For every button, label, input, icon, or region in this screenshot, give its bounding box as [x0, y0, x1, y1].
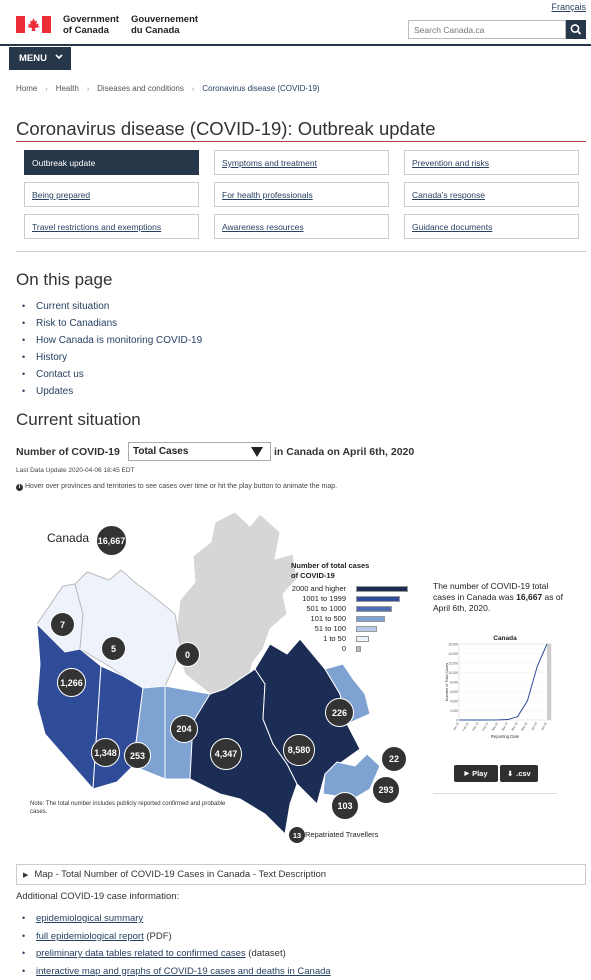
badge-qc[interactable]: 8,580	[283, 734, 315, 766]
search-input[interactable]	[408, 20, 566, 39]
current-situation-heading: Current situation	[16, 410, 141, 429]
breadcrumb	[16, 84, 320, 93]
chevron-right-icon: ›	[86, 86, 90, 93]
link-updates[interactable]: Updates	[36, 386, 74, 397]
y-tick-label: 4,000	[450, 699, 458, 704]
y-axis-label: Number of Total Cases	[445, 662, 449, 702]
number-of-label: Number of COVID-19	[16, 446, 120, 458]
details-summary: Map - Total Number of COVID-19 Cases in Canada - Text Description	[34, 869, 327, 880]
legend-title	[291, 561, 369, 581]
chart-title: Canada	[493, 635, 517, 642]
link-suffix: (dataset)	[245, 948, 286, 959]
link-history[interactable]: History	[36, 352, 68, 363]
play-icon: ▶	[464, 771, 470, 777]
list-item	[22, 383, 202, 400]
side-text-2: as of April 6th, 2020.	[433, 592, 563, 613]
x-axis-label: Reporting Date	[490, 734, 520, 739]
link-interactive-map[interactable]: interactive map and graphs of COVID-19 cases and deaths in Canada	[36, 965, 331, 977]
hover-note	[16, 483, 337, 491]
breadcrumb-health[interactable]: Health	[55, 84, 79, 93]
link-epi-summary[interactable]: epidemiological summary	[36, 913, 144, 924]
gov-en-line2: of Canada	[63, 24, 109, 36]
badge-on[interactable]: 4,347	[210, 738, 242, 770]
menu-label: MENU	[19, 53, 47, 64]
menu-button[interactable]	[9, 47, 71, 70]
y-tick-label: 0	[456, 718, 458, 723]
x-tick-label: Apr 02	[530, 721, 539, 732]
triangle-right-icon: ▶	[23, 872, 29, 879]
map-note: Note: The total number includes publicly reported confirmed and probable cases.	[30, 801, 226, 815]
badge-nb[interactable]: 103	[331, 792, 359, 820]
badge-nwt[interactable]: 5	[101, 636, 126, 661]
chevron-right-icon: ›	[191, 86, 195, 93]
list-item	[22, 298, 202, 315]
y-tick-label: 2,000	[450, 709, 458, 713]
tile-label: Travel restrictions and exemptions	[32, 222, 162, 232]
legend-label: 0	[341, 644, 346, 653]
link-data-tables[interactable]: preliminary data tables related to confirmed cases	[36, 948, 246, 959]
badge-yukon[interactable]: 7	[50, 612, 75, 637]
badge-sk[interactable]: 253	[124, 742, 151, 769]
side-divider	[433, 793, 557, 794]
play-button[interactable]	[454, 765, 498, 782]
additional-heading: Additional COVID-19 case information:	[16, 891, 180, 902]
metric-selected-value: Total Cases	[133, 446, 189, 457]
legend-label: 2000 and higher	[291, 584, 346, 593]
list-item	[22, 366, 202, 383]
badge-pei[interactable]: 22	[381, 746, 407, 772]
language-toggle-link[interactable]: Français	[551, 2, 586, 12]
x-tick-label: Mar 18	[510, 721, 519, 732]
repatriated-label: Repatriated Travellers	[305, 830, 379, 839]
badge-ns[interactable]: 293	[372, 776, 400, 804]
list-item	[22, 945, 331, 963]
legend-title-1: Number of total cases	[291, 561, 370, 570]
x-tick-label: Feb 22	[481, 721, 490, 732]
y-tick-label: 8,000	[450, 680, 458, 685]
tile-label: Being prepared	[32, 190, 91, 200]
on-this-page-list	[22, 298, 202, 400]
tab-prevention[interactable]	[404, 150, 579, 175]
tab-symptoms[interactable]	[214, 150, 389, 175]
title-underline	[16, 141, 586, 142]
tab-canadas-response[interactable]	[404, 182, 579, 207]
list-item	[22, 910, 331, 928]
header-divider	[0, 44, 591, 46]
badge-nunavut[interactable]: 0	[175, 642, 200, 667]
x-tick-label: Mar 02	[490, 721, 499, 732]
list-item	[22, 332, 202, 349]
breadcrumb-diseases[interactable]: Diseases and conditions	[97, 84, 184, 93]
metric-select[interactable]	[128, 442, 271, 461]
tab-guidance[interactable]	[404, 214, 579, 239]
chevron-down-icon	[55, 54, 63, 60]
gov-en-line1: Government	[63, 14, 119, 25]
info-icon: i	[16, 484, 23, 491]
gov-name-english[interactable]	[63, 15, 119, 36]
cases-line-chart	[445, 632, 557, 742]
link-monitoring[interactable]: How Canada is monitoring COVID-19	[36, 335, 203, 346]
canada-flag-icon	[16, 16, 51, 33]
y-tick-label: 12,000	[448, 661, 458, 666]
breadcrumb-covid[interactable]: Coronavirus disease (COVID-19)	[202, 84, 320, 93]
legend-swatch	[356, 646, 361, 652]
tile-label: Awareness resources	[222, 222, 304, 232]
gov-fr-line2: du Canada	[131, 24, 180, 36]
link-suffix: (PDF)	[143, 930, 172, 942]
tab-health-professionals[interactable]	[214, 182, 389, 207]
on-this-page-heading: On this page	[16, 270, 113, 289]
x-tick-label: Mar 10	[500, 721, 509, 732]
legend-swatch	[356, 616, 385, 622]
tile-label: Canada's response	[412, 190, 485, 200]
nav-divider	[16, 251, 586, 252]
legend-swatch	[356, 586, 408, 592]
link-contact[interactable]: Contact us	[36, 369, 84, 380]
list-item	[22, 928, 331, 946]
badge-canada-total: 16,667	[96, 525, 127, 556]
tile-label: Symptoms and treatment	[222, 158, 317, 168]
legend-swatch	[356, 626, 377, 632]
breadcrumb-home[interactable]: Home	[16, 84, 38, 93]
link-current-situation[interactable]: Current situation	[36, 301, 110, 312]
legend-label: 1001 to 1999	[302, 594, 346, 603]
link-risk[interactable]: Risk to Canadians	[36, 318, 118, 329]
tab-outbreak-update[interactable]	[24, 150, 199, 175]
download-icon: ⬇	[507, 770, 514, 778]
side-total: 16,667	[516, 592, 543, 602]
badge-ab[interactable]: 1,348	[91, 738, 120, 767]
search-icon	[566, 20, 586, 39]
x-tick-label: Apr 06	[539, 721, 548, 732]
link-epi-report[interactable]: full epidemiological report	[36, 930, 144, 942]
chevron-right-icon: ›	[45, 86, 48, 93]
list-item	[22, 349, 202, 366]
legend-label: 101 to 500	[310, 614, 346, 623]
in-canada-label: in Canada on April 6th, 2020	[274, 446, 415, 458]
gov-fr-line1: Gouvernement	[131, 14, 199, 25]
y-tick-label: 6,000	[450, 690, 458, 694]
csv-download-button[interactable]	[500, 765, 538, 782]
legend-label: 51 to 100	[314, 624, 346, 633]
tile-label: Guidance documents	[412, 222, 493, 232]
tile-label: For health professionals	[222, 190, 313, 200]
province-ab[interactable]	[93, 666, 143, 789]
x-tick-label: Jan 25	[451, 721, 460, 732]
legend-title-2: of COVID-19	[291, 571, 335, 580]
hover-note-text: Hover over provinces and territories to see cases over time or hit the play button to animate the map.	[25, 483, 338, 490]
additional-list	[22, 910, 331, 980]
page-title: Coronavirus disease (COVID-19): Outbreak update	[16, 118, 436, 139]
map-text-description-toggle[interactable]	[16, 864, 586, 885]
play-label: Play	[472, 769, 488, 778]
list-item	[22, 315, 202, 332]
tab-awareness[interactable]	[214, 214, 389, 239]
y-tick-label: 16,000	[448, 642, 458, 647]
badge-bc[interactable]: 1,266	[57, 668, 86, 697]
list-item	[22, 963, 331, 980]
legend-label: 501 to 1000	[306, 604, 346, 613]
legend-swatch	[356, 596, 400, 602]
canada-label: Canada	[47, 531, 90, 545]
tile-label: Outbreak update	[32, 158, 96, 168]
x-tick-label: Feb 14	[471, 721, 480, 732]
legend-label: 1 to 50	[323, 634, 346, 643]
side-summary	[433, 581, 563, 614]
tab-being-prepared[interactable]	[24, 182, 199, 207]
search-button[interactable]	[566, 20, 586, 39]
x-tick-label: Feb 05	[461, 721, 470, 732]
badge-nl[interactable]: 226	[325, 698, 354, 727]
last-update: Last Data Update 2020-04-06 18:45 EDT	[16, 467, 135, 474]
caret-down-icon	[251, 447, 263, 457]
legend-swatch	[356, 606, 392, 612]
gov-name-french[interactable]	[131, 15, 198, 36]
y-tick-label: 10,000	[448, 671, 458, 675]
badge-repatriated[interactable]: 13	[288, 826, 306, 844]
current-date-bar	[547, 644, 551, 720]
y-tick-label: 14,000	[448, 652, 458, 656]
csv-label: .csv	[516, 769, 531, 778]
canada-map	[25, 504, 420, 844]
legend-swatch	[356, 636, 369, 642]
side-text-1: The number of COVID-19 total cases in Canada was	[433, 581, 549, 602]
badge-mb[interactable]: 204	[170, 715, 198, 743]
tile-label: Prevention and risks	[412, 158, 490, 168]
x-tick-label: Mar 26	[520, 721, 529, 732]
tab-travel-restrictions[interactable]	[24, 214, 199, 239]
